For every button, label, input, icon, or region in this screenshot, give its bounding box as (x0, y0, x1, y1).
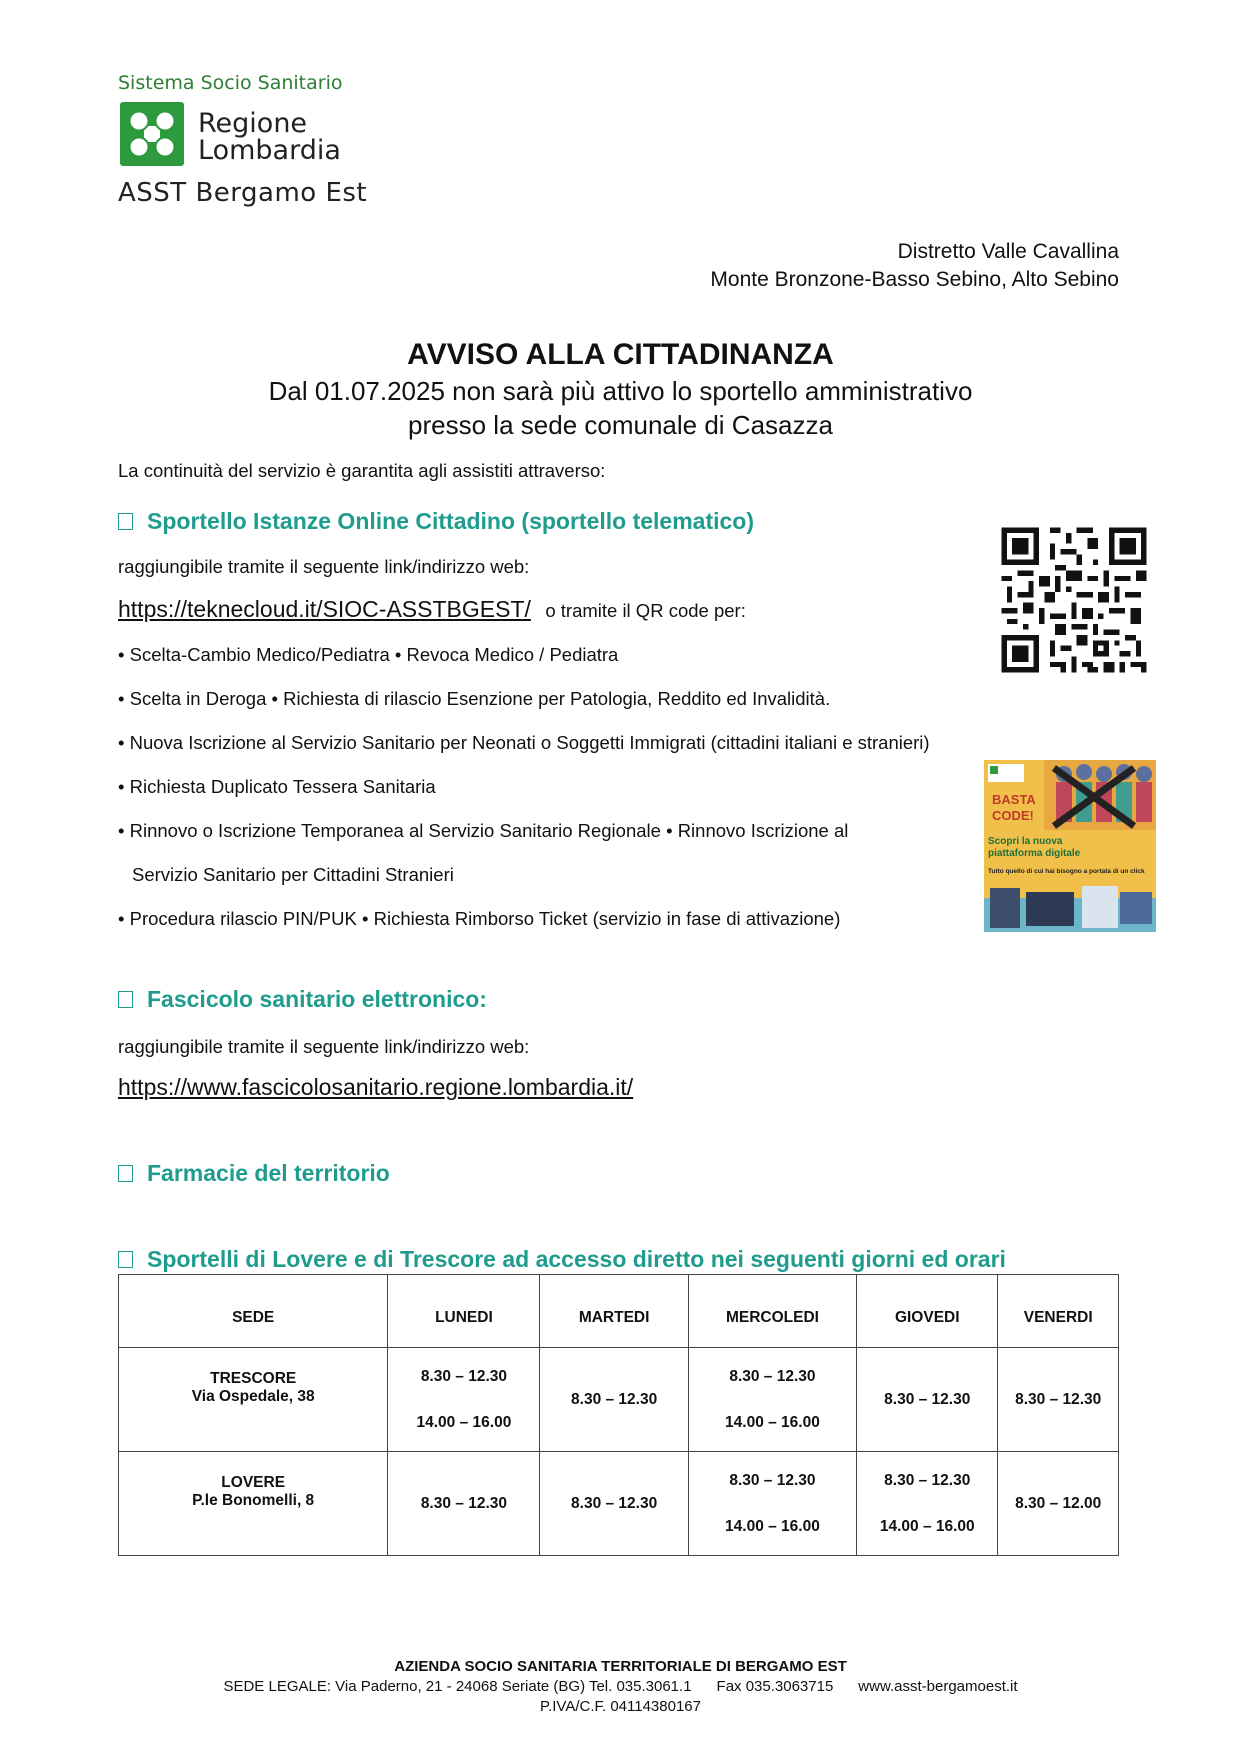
sede-address: P.le Bonomelli, 8 (192, 1492, 315, 1509)
hours-morning: 8.30 – 12.30 (1015, 1390, 1102, 1408)
hours-cell (540, 1348, 688, 1452)
schedule-header-row (119, 1275, 1119, 1348)
service-item-4: • Richiesta Duplicato Tessera Sanitaria (118, 776, 436, 797)
service-item-2: • Scelta in Deroga • Richiesta di rilascio Esenzione per Patologia, Reddito ed Invalidità. (118, 688, 831, 709)
qr-code-icon[interactable] (996, 522, 1152, 683)
checkbox-bullet-icon (118, 1251, 133, 1268)
promo-basta: BASTA (992, 792, 1036, 807)
hours-afternoon: 14.00 – 16.00 (879, 1517, 975, 1535)
footer-company: AZIENDA SOCIO SANITARIA TERRITORIALE DI BERGAMO EST (394, 1658, 847, 1675)
hours-morning: 8.30 – 12.30 (729, 1471, 816, 1489)
notice-intro: La continuità del servizio è garantita agli assistiti attraverso: (118, 460, 606, 481)
header-venerdi: VENERDI (998, 1275, 1119, 1348)
sede-name: TRESCORE (210, 1370, 297, 1387)
service-item-5: • Rinnovo o Iscrizione Temporanea al Servizio Sanitario Regionale • Rinnovo Iscrizione al (118, 820, 849, 841)
hours-morning: 8.30 – 12.30 (884, 1390, 971, 1408)
district-block (710, 238, 1119, 294)
header-giovedi: GIOVEDI (857, 1275, 998, 1348)
checkbox-bullet-icon (118, 1165, 133, 1182)
section-heading-sportello-online (118, 508, 754, 535)
hours-cell (998, 1348, 1119, 1452)
hours-morning: 8.30 – 12.30 (420, 1494, 508, 1512)
footer-vat: P.IVA/C.F. 04114380167 (540, 1698, 701, 1715)
sioc-link[interactable]: https://teknecloud.it/SIOC-ASSTBGEST/ (118, 596, 531, 622)
service-item-3: • Nuova Iscrizione al Servizio Sanitario per Neonati o Soggetti Immigrati (cittadini italiani e stranieri) (118, 732, 930, 753)
hours-afternoon: 14.00 – 16.00 (725, 1517, 820, 1535)
promo-scopri: Scopri la nuova (988, 836, 1063, 847)
logo-region-line1: Regione (198, 108, 308, 139)
footer-address: SEDE LEGALE: Via Paderno, 21 - 24068 Seriate (BG) Tel. 035.3061.1 Fax 035.3063715 www.asst-bergamoest.it (223, 1678, 1018, 1695)
hours-morning: 8.30 – 12.00 (1015, 1494, 1102, 1512)
sede-cell (119, 1452, 388, 1556)
hours-cell (857, 1348, 998, 1452)
sede-address: Via Ospedale, 38 (191, 1388, 315, 1405)
section1-link-row (118, 596, 746, 623)
hours-morning: 8.30 – 12.30 (571, 1390, 658, 1408)
header-lunedi: LUNEDI (388, 1275, 540, 1348)
promo-code: CODE! (992, 808, 1034, 823)
notice-subtitle-line1: Dal 01.07.2025 non sarà più attivo lo sportello amministrativo (268, 376, 973, 406)
promo-tagline: Tutto quello di cui hai bisogno a portata di un click (988, 868, 1145, 875)
service-item-6: • Procedura rilascio PIN/PUK • Richiesta Rimborso Ticket (servizio in fase di attivazione) (118, 908, 841, 929)
section1-reach-text: raggiungibile tramite il seguente link/indirizzo web: (118, 556, 530, 577)
hours-morning: 8.30 – 12.30 (884, 1471, 971, 1489)
promo-image (984, 760, 1156, 932)
logo-region-name (198, 110, 341, 164)
hours-afternoon: 14.00 – 16.00 (725, 1413, 820, 1431)
service-item-5-cont: Servizio Sanitario per Cittadini Stranieri (132, 864, 454, 885)
hours-cell (688, 1348, 856, 1452)
notice-title-block (0, 336, 1241, 442)
section1-heading-text: Sportello Istanze Online Cittadino (sportello telematico) (147, 508, 755, 534)
promo-piattaforma: piattaforma digitale (988, 848, 1081, 859)
hours-cell (388, 1348, 540, 1452)
qr-code-text: o tramite il QR code per: (545, 600, 746, 621)
hours-cell (857, 1452, 998, 1556)
section-heading-fascicolo (118, 986, 487, 1013)
notice-subtitle-line2: presso la sede comunale di Casazza (408, 410, 833, 440)
header-sede: SEDE (119, 1275, 388, 1348)
district-line1: Distretto Valle Cavallina (897, 240, 1119, 263)
sede-cell (119, 1348, 388, 1452)
hours-cell (540, 1452, 688, 1556)
section-heading-sportelli (118, 1246, 1006, 1273)
section2-reach-text: raggiungibile tramite il seguente link/indirizzo web: (118, 1036, 530, 1057)
header-mercoledi: MERCOLEDI (688, 1275, 856, 1348)
hours-morning: 8.30 – 12.30 (571, 1494, 658, 1512)
table-row (119, 1348, 1119, 1452)
sede-name: LOVERE (221, 1474, 286, 1491)
logo-system-text: Sistema Socio Sanitario (118, 72, 343, 94)
hours-cell (688, 1452, 856, 1556)
checkbox-bullet-icon (118, 991, 133, 1008)
section4-heading-text: Sportelli di Lovere e di Trescore ad accesso diretto nei seguenti giorni ed orari (147, 1246, 1006, 1272)
schedule-table (118, 1274, 1119, 1556)
hours-afternoon: 14.00 – 16.00 (416, 1413, 512, 1431)
hours-cell (998, 1452, 1119, 1556)
section-heading-farmacie (118, 1160, 390, 1187)
regione-lombardia-logo-icon (120, 102, 184, 166)
district-line2: Monte Bronzone-Basso Sebino, Alto Sebino (710, 268, 1119, 291)
service-item-1: • Scelta-Cambio Medico/Pediatra • Revoca Medico / Pediatra (118, 644, 619, 665)
hours-cell (388, 1452, 540, 1556)
logo-region-line2: Lombardia (198, 135, 341, 166)
section2-heading-text: Fascicolo sanitario elettronico: (147, 986, 487, 1012)
hours-morning: 8.30 – 12.30 (420, 1367, 508, 1385)
hours-morning: 8.30 – 12.30 (729, 1367, 816, 1385)
header-martedi: MARTEDI (540, 1275, 688, 1348)
logo-asst-name: ASST Bergamo Est (118, 178, 368, 208)
footer (0, 1657, 1241, 1717)
checkbox-bullet-icon (118, 513, 133, 530)
section3-heading-text: Farmacie del territorio (147, 1160, 390, 1186)
table-row (119, 1452, 1119, 1556)
notice-title: AVVISO ALLA CITTADINANZA (407, 338, 834, 371)
fascicolo-link[interactable]: https://www.fascicolosanitario.regione.lombardia.it/ (118, 1074, 634, 1100)
